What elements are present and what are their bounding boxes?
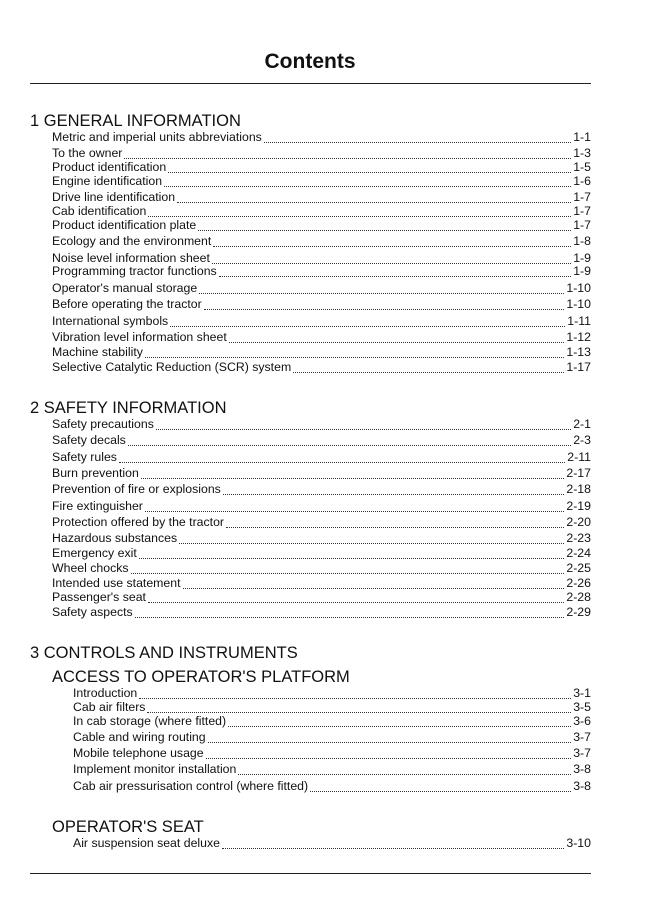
toc-entry	[52, 417, 591, 432]
dot-leader	[212, 253, 571, 264]
toc-entry-label: Passenger's seat	[52, 590, 146, 604]
toc-entry	[52, 576, 591, 591]
toc-entry	[73, 700, 591, 715]
dot-leader	[228, 716, 571, 727]
toc-entry-page-number: 1-6	[573, 174, 591, 188]
section-heading: 2 SAFETY INFORMATION	[30, 399, 227, 417]
toc-entry	[52, 130, 591, 145]
toc-entry-label: In cab storage (where fitted)	[73, 714, 227, 728]
toc-entry-label: Cab identification	[52, 204, 147, 218]
toc-entry	[52, 466, 591, 481]
toc-entry	[52, 345, 591, 360]
dot-leader	[229, 332, 565, 343]
toc-entry	[52, 204, 591, 219]
dot-leader	[147, 702, 571, 713]
dot-leader	[124, 148, 571, 159]
toc-entry-page-number: 3-1	[573, 686, 591, 700]
toc-entry-label: Safety decals	[52, 433, 126, 447]
toc-entry	[52, 561, 591, 576]
toc-entry-page-number: 2-11	[567, 450, 591, 464]
toc-entry-page-number: 3-8	[573, 762, 591, 776]
toc-entry-label: Noise level information sheet	[52, 251, 210, 265]
toc-entry	[52, 330, 591, 345]
toc-entry-page-number: 3-7	[573, 730, 591, 744]
toc-entry	[73, 746, 591, 761]
toc-entry-label: Mobile telephone usage	[73, 746, 204, 760]
toc-entry	[73, 836, 591, 851]
toc-entry-page-number: 2-17	[566, 466, 591, 480]
dot-leader	[206, 748, 572, 759]
toc-entry-page-number: 2-23	[566, 531, 591, 545]
toc-entry-page-number: 1-13	[566, 345, 591, 359]
section-heading: 3 CONTROLS AND INSTRUMENTS	[30, 644, 298, 662]
bottom-divider	[30, 873, 591, 874]
dot-leader	[148, 592, 564, 603]
toc-entry	[52, 360, 591, 375]
dot-leader	[135, 607, 565, 618]
dot-leader	[156, 419, 571, 430]
toc-entry	[52, 590, 591, 605]
toc-entry-label: Vibration level information sheet	[52, 330, 227, 344]
toc-entry-label: Air suspension seat deluxe	[73, 836, 220, 850]
toc-entry-page-number: 1-17	[566, 360, 591, 374]
toc-entry	[52, 531, 591, 546]
toc-entry-page-number: 2-24	[566, 546, 591, 560]
dot-leader	[168, 162, 571, 173]
dot-leader	[213, 236, 571, 247]
toc-entry-page-number: 1-12	[566, 330, 591, 344]
toc-entry	[73, 762, 591, 777]
dot-leader	[223, 484, 565, 495]
toc-entry	[52, 234, 591, 249]
toc-entry-page-number: 1-7	[573, 204, 591, 218]
toc-entry-label: Cab air pressurisation control (where fitted)	[73, 779, 309, 793]
toc-entry-label: Selective Catalytic Reduction (SCR) system	[52, 360, 292, 374]
dot-leader	[238, 764, 571, 775]
page-title: Contents	[264, 50, 356, 73]
toc-entry-label: Implement monitor installation	[73, 762, 237, 776]
toc-entry	[52, 264, 591, 279]
toc-entry-label: Metric and imperial units abbreviations	[52, 130, 262, 144]
toc-entry-label: Machine stability	[52, 345, 143, 359]
toc-entry-label: Intended use statement	[52, 576, 181, 590]
toc-entry-label: Safety rules	[52, 450, 117, 464]
subsection-heading: OPERATOR'S SEAT	[52, 818, 204, 836]
dot-leader	[164, 176, 571, 187]
dot-leader	[177, 192, 571, 203]
toc-entry	[73, 730, 591, 745]
toc-entry-page-number: 3-6	[573, 714, 591, 728]
toc-entry	[52, 499, 591, 514]
toc-entry-label: Introduction	[73, 686, 138, 700]
toc-entry-page-number: 1-8	[573, 234, 591, 248]
toc-entry-page-number: 1-10	[566, 297, 591, 311]
toc-entry-label: Engine identification	[52, 174, 163, 188]
toc-entry-label: Burn prevention	[52, 466, 139, 480]
section-heading: 1 GENERAL INFORMATION	[30, 112, 241, 130]
toc-entry-label: Prevention of fire or explosions	[52, 482, 221, 496]
dot-leader	[131, 563, 565, 574]
toc-entry-page-number: 1-7	[573, 218, 591, 232]
dot-leader	[141, 468, 565, 479]
toc-entry-page-number: 2-1	[573, 417, 591, 431]
toc-entry-page-number: 1-11	[567, 314, 591, 328]
toc-entry-label: Emergency exit	[52, 546, 137, 560]
toc-entry	[73, 714, 591, 729]
dot-leader	[148, 206, 571, 217]
toc-entry-page-number: 2-28	[566, 590, 591, 604]
top-divider	[30, 83, 591, 84]
toc-entry-page-number: 2-3	[573, 433, 591, 447]
toc-entry	[52, 146, 591, 161]
dot-leader	[198, 220, 571, 231]
dot-leader	[293, 362, 564, 373]
toc-entry-label: Hazardous substances	[52, 531, 178, 545]
toc-entry-label: Protection offered by the tractor	[52, 515, 225, 529]
toc-entry-label: Product identification	[52, 160, 167, 174]
dot-leader	[128, 435, 571, 446]
toc-entry-label: Programming tractor functions	[52, 264, 217, 278]
dot-leader	[145, 501, 564, 512]
toc-entry-label: Drive line identification	[52, 190, 176, 204]
toc-entry-page-number: 1-9	[573, 264, 591, 278]
dot-leader	[145, 347, 564, 358]
toc-entry-label: Before operating the tractor	[52, 297, 202, 311]
toc-entry-page-number: 1-10	[566, 281, 591, 295]
dot-leader	[119, 452, 565, 463]
toc-entry	[52, 281, 591, 296]
toc-entry-page-number: 2-29	[566, 605, 591, 619]
dot-leader	[310, 781, 571, 792]
toc-entry-label: Safety aspects	[52, 605, 133, 619]
toc-entry	[52, 190, 591, 205]
dot-leader	[222, 838, 564, 849]
dot-leader	[219, 266, 572, 277]
toc-entry-label: Fire extinguisher	[52, 499, 143, 513]
toc-entry-page-number: 1-3	[573, 146, 591, 160]
toc-entry-label: Safety precautions	[52, 417, 154, 431]
dot-leader	[199, 283, 564, 294]
toc-entry-page-number: 3-7	[573, 746, 591, 760]
toc-entry-page-number: 1-1	[573, 130, 591, 144]
toc-entry-label: Operator's manual storage	[52, 281, 198, 295]
toc-entry	[52, 433, 591, 448]
toc-entry-page-number: 2-20	[566, 515, 591, 529]
toc-entry-page-number: 3-10	[566, 836, 591, 850]
toc-entry	[52, 605, 591, 620]
toc-entry	[52, 297, 591, 312]
toc-entry-page-number: 1-9	[573, 251, 591, 265]
dot-leader	[170, 316, 565, 327]
toc-entry-label: Ecology and the environment	[52, 234, 212, 248]
dot-leader	[139, 548, 565, 559]
toc-entry-label: To the owner	[52, 146, 123, 160]
dot-leader	[204, 299, 565, 310]
toc-entry	[52, 218, 591, 233]
toc-entry	[52, 160, 591, 175]
toc-entry	[73, 686, 591, 701]
subsection-heading: ACCESS TO OPERATOR'S PLATFORM	[52, 668, 350, 686]
dot-leader	[179, 533, 564, 544]
toc-entry	[52, 482, 591, 497]
toc-entry-page-number: 2-18	[566, 482, 591, 496]
dot-leader	[226, 517, 564, 528]
toc-entry-page-number: 1-5	[573, 160, 591, 174]
dot-leader	[139, 688, 571, 699]
dot-leader	[208, 732, 572, 743]
toc-entry-page-number: 3-5	[573, 700, 591, 714]
toc-entry-page-number: 2-25	[566, 561, 591, 575]
toc-entry	[73, 779, 591, 794]
toc-entry-page-number: 3-8	[573, 779, 591, 793]
toc-entry-label: Cable and wiring routing	[73, 730, 206, 744]
dot-leader	[183, 578, 565, 589]
toc-entry-label: International symbols	[52, 314, 169, 328]
toc-entry	[52, 450, 591, 465]
toc-entry-page-number: 1-7	[573, 190, 591, 204]
toc-entry-page-number: 2-26	[566, 576, 591, 590]
toc-entry	[52, 515, 591, 530]
toc-entry-page-number: 2-19	[566, 499, 591, 513]
toc-entry	[52, 546, 591, 561]
toc-entry-label: Wheel chocks	[52, 561, 129, 575]
dot-leader	[264, 132, 571, 143]
toc-entry-label: Product identification plate	[52, 218, 197, 232]
toc-entry-label: Cab air filters	[73, 700, 146, 714]
toc-entry	[52, 314, 591, 329]
toc-entry	[52, 174, 591, 189]
